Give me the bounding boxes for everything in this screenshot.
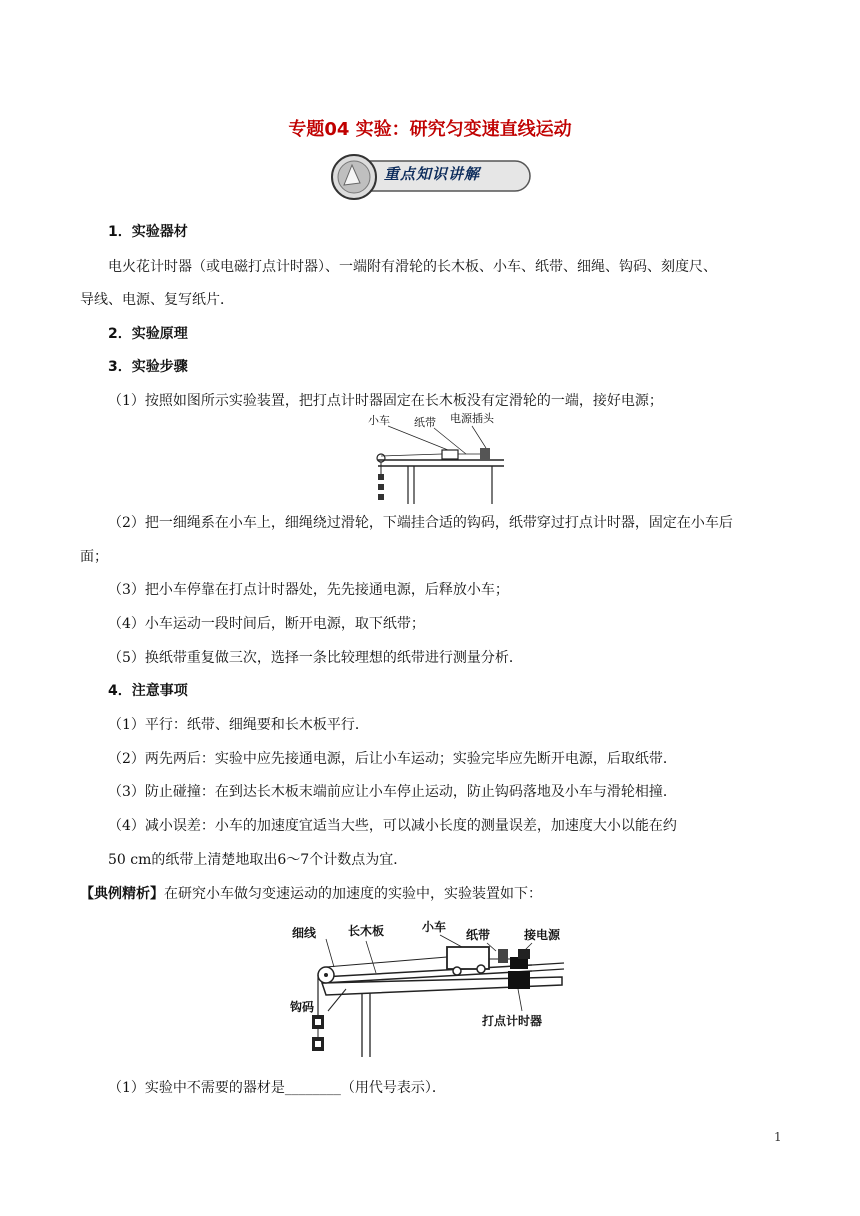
fig2-label-string: 细线 [292, 926, 317, 940]
example-text: 在研究小车做匀变速运动的加速度的实验中，实验装置如下： [164, 886, 542, 902]
equipment-text-1: 电火花计时器（或电磁打点计时器）、一端附有滑轮的长木板、小车、纸带、细绳、钩码、刻度尺、 [108, 259, 717, 275]
note-3: （3）防止碰撞：在到达长木板末端前应让小车停止运动，防止钩码落地及小车与滑轮相撞． [108, 784, 677, 800]
note-2: （2）两先两后：实验中应先接通电源，后让小车运动；实验完毕应先断开电源，后取纸带． [108, 751, 677, 767]
note-4-b: 50 cm的纸带上清楚地取出6～7个计数点为宜． [108, 852, 408, 868]
apparatus-figure-large [282, 915, 572, 1065]
section-banner [330, 153, 535, 201]
example-paragraph [80, 884, 542, 904]
heading-steps: 3．实验步骤 [108, 359, 188, 375]
fig1-label-car: 小车 [368, 414, 390, 427]
fig2-label-timer: 打点计时器 [482, 1014, 543, 1028]
step-5: （5）换纸带重复做三次，选择一条比较理想的纸带进行测量分析． [108, 650, 523, 666]
banner-label: 重点知识讲解 [384, 165, 481, 183]
step-2-b: 面； [80, 549, 108, 565]
fig2-label-weight: 钩码 [290, 1000, 315, 1014]
fig2-label-power: 接电源 [524, 928, 561, 942]
fig2-label-board: 长木板 [348, 924, 385, 938]
example-label: 【典例精析】 [80, 886, 164, 902]
question-1: （1）实验中不需要的器材是________（用代号表示）． [108, 1080, 446, 1096]
heading-equipment: 1．实验器材 [108, 224, 188, 240]
equipment-text-2: 导线、电源、复写纸片． [80, 292, 234, 308]
page-number: 1 [774, 1130, 782, 1144]
fig1-label-plug: 电源插头 [450, 412, 494, 425]
step-3: （3）把小车停靠在打点计时器处，先先接通电源，后释放小车； [108, 582, 509, 598]
step-1: （1）按照如图所示实验装置，把打点计时器固定在长木板没有定滑轮的一端，接好电源； [108, 393, 663, 409]
apparatus-figure-small [368, 412, 508, 508]
fig1-label-tape: 纸带 [414, 416, 436, 429]
fig2-label-tape: 纸带 [466, 928, 491, 942]
document-title: 专题04 实验：研究匀变速直线运动 [288, 119, 572, 140]
note-1: （1）平行：纸带、细绳要和长木板平行． [108, 717, 369, 733]
fig2-label-car: 小车 [422, 920, 447, 934]
note-4-a: （4）减小误差：小车的加速度宜适当大些，可以减小长度的测量误差，加速度大小以能在约 [108, 818, 677, 834]
step-4: （4）小车运动一段时间后，断开电源，取下纸带； [108, 616, 425, 632]
step-2-a: （2）把一细绳系在小车上，细绳绕过滑轮，下端挂合适的钩码，纸带穿过打点计时器，固定在小车后 [108, 515, 733, 531]
heading-notes: 4．注意事项 [108, 683, 188, 699]
heading-principle: 2．实验原理 [108, 326, 188, 342]
